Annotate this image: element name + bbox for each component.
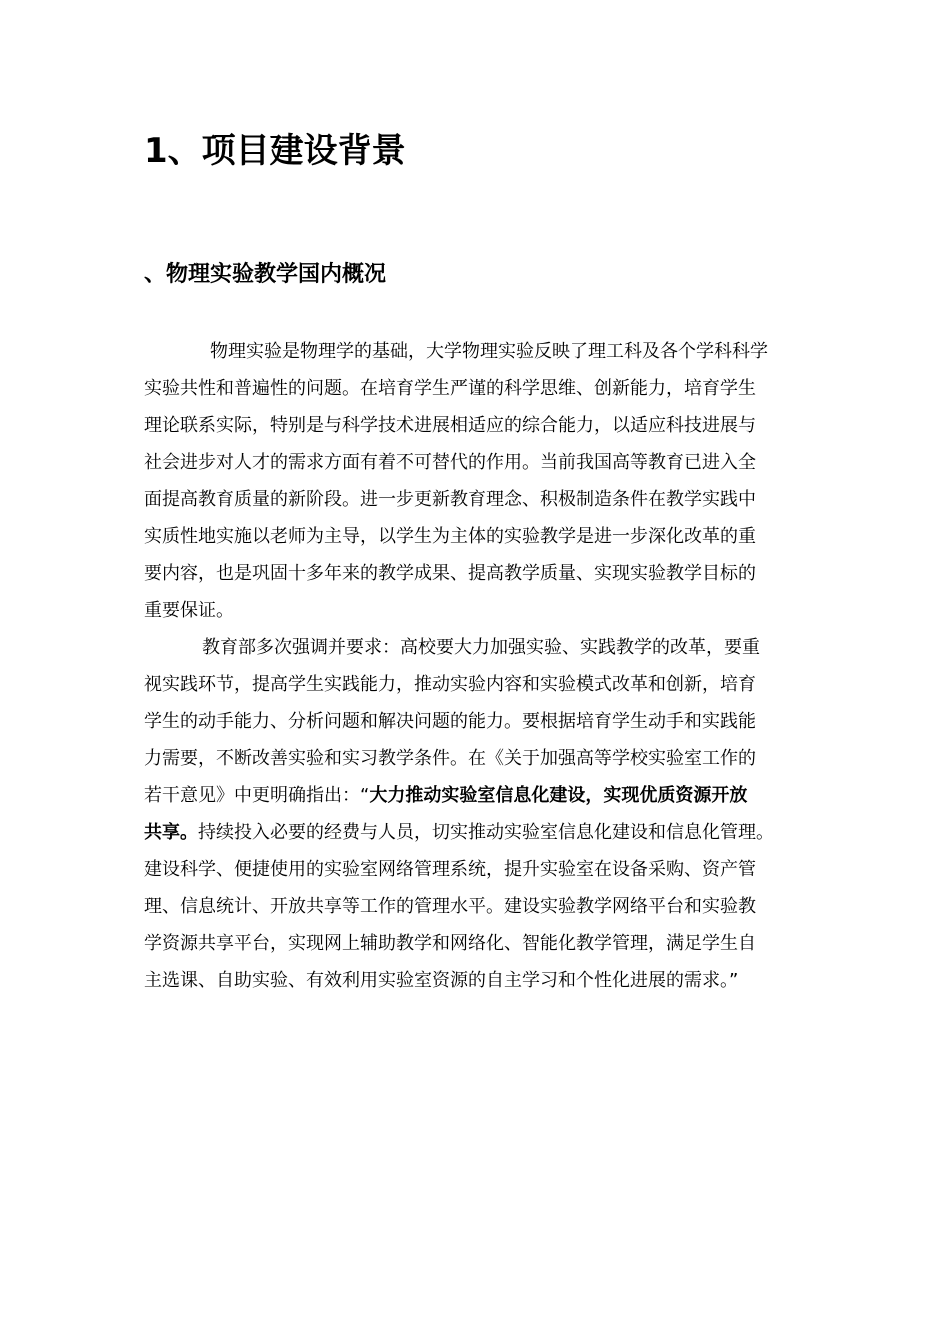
paragraph-line: 视实践环节，提高学生实践能力，推动实验内容和实验模式改革和创新，培育 [144,674,756,695]
paragraph-line: 理论联系实际，特别是与科学技术进展相适应的综合能力，以适应科技进展与 [144,415,756,436]
emphasized-quote: 大力推动实验室信息化建设，实现优质资源开放 [369,785,748,806]
paragraph-line: 面提高教育质量的新阶段。进一步更新教育理念、积极制造条件在教学实践中 [144,489,756,510]
paragraph-line: 物理实验是物理学的基础，大学物理实验反映了理工科及各个学科科学 [210,341,768,362]
paragraph-line: 社会进步对人才的需求方面有着不可替代的作用。当前我国高等教育已进入全 [144,452,756,473]
paragraph-line: 要内容，也是巩固十多年来的教学成果、提高教学质量、实现实验教学目标的 [144,563,756,584]
paragraph-line: 学生的动手能力、分析问题和解决问题的能力。要根据培育学生动手和实践能 [144,711,756,732]
text-span: 持续投入必要的经费与人员，切实推动实验室信息化建设和信息化管理。 [198,822,774,843]
paragraph-line [144,814,824,851]
paragraph-line: 理、信息统计、开放共享等工作的管理水平。建设实验教学网络平台和实验教 [144,896,756,917]
section-heading-1: 1、项目建设背景 [144,131,406,171]
paragraph-line: 主选课、自助实验、有效利用实验室资源的自主学习和个性化进展的需求。” [144,970,739,991]
paragraph-line: 实质性地实施以老师为主导，以学生为主体的实验教学是进一步深化改革的重 [144,526,756,547]
body-text [144,333,824,999]
text-span: 若干意见》中更明确指出：“ [144,785,370,806]
paragraph-line: 实验共性和普遍性的问题。在培育学生严谨的科学思维、创新能力，培育学生 [144,378,756,399]
paragraph-line: 学资源共享平台，实现网上辅助教学和网络化、智能化教学管理，满足学生自 [144,933,756,954]
paragraph-1 [144,333,824,629]
paragraph-line: 建设科学、便捷使用的实验室网络管理系统，提升实验室在设备采购、资产管 [144,859,756,880]
paragraph-line [144,777,824,814]
emphasized-quote: 共享。 [144,822,198,843]
paragraph-line: 教育部多次强调并要求：高校要大力加强实验、实践教学的改革，要重 [202,637,760,658]
paragraph-line: 力需要，不断改善实验和实习教学条件。在《关于加强高等学校实验室工作的 [144,748,756,769]
section-heading-2: 、物理实验教学国内概况 [144,262,387,287]
paragraph-2 [144,629,824,999]
paragraph-line: 重要保证。 [144,600,234,621]
